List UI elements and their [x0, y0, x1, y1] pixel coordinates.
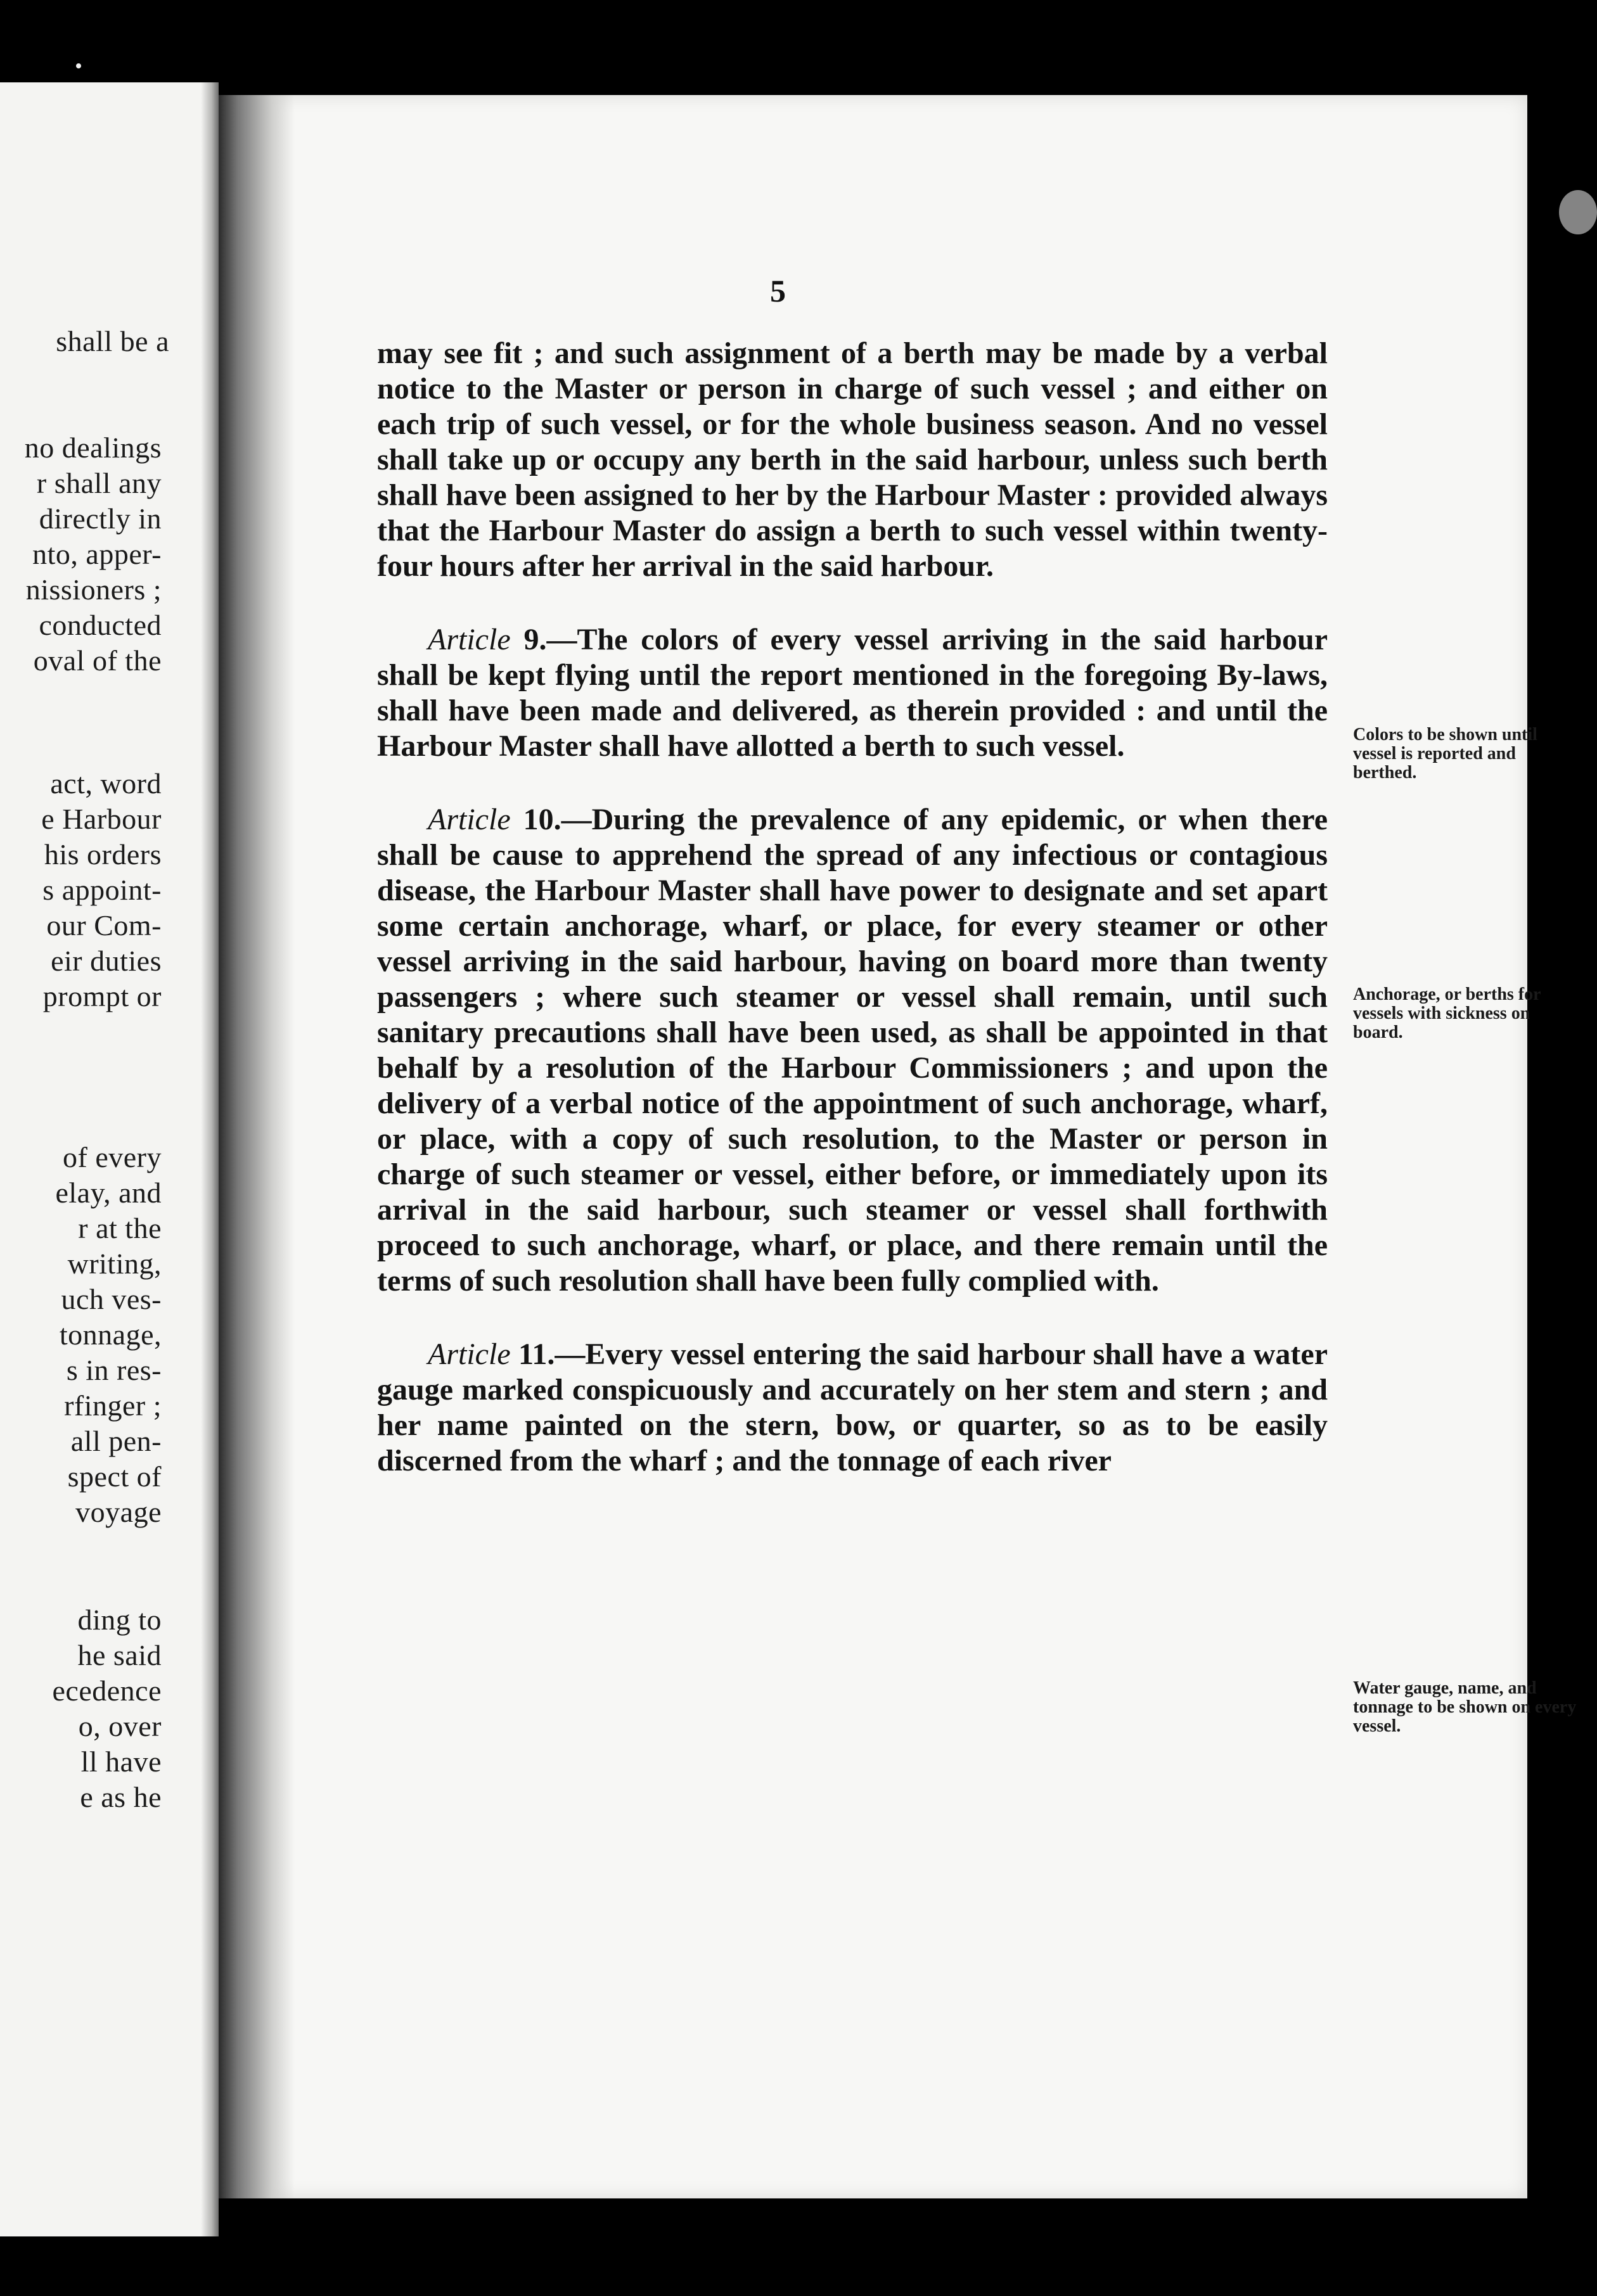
left-line: ecedence: [52, 1674, 162, 1707]
left-line: o, over: [78, 1710, 162, 1742]
left-line: of every: [63, 1141, 162, 1173]
left-line: directly in: [39, 502, 162, 535]
paragraph-text: may see fit ; and such assignment of a berth may be made by a verbal notice to the Master or person in charge of such vessel ; and either on each trip of such vessel, or for the whole business season. And no vessel shall take up or occupy any berth in the said harbour, unless such berth shall have been assigned to her by the Harbour Master : provided always that the Harbour Master do assign a berth to such vessel within twenty-four hours after her arrival in the said harbour.: [377, 336, 1328, 583]
body-text: [377, 336, 1328, 1517]
article-text: 10.—During the prevalence of any epidemic, or when there shall be cause to apprehend the spread of any infectious or contagious disease, the Harbour Master shall have power to designate and set apart some certain anchorage, wharf, or place, for every steamer or other vessel arriving in the said harbour, having on board more than twenty passengers ; where such steamer or vessel shall remain, until such sanitary precautions shall have been used, as shall be appointed in that behalf by a resolution of the Harbour Commissioners ; and upon the delivery of a verbal notice of the appointment of such anchorage, wharf, or place, with a copy of such resolution, to the Master or person in charge of such steamer or vessel, either before, or immediately upon its arrival in the said harbour, such steamer or vessel shall forthwith proceed to such anchorage, wharf, or place, and there remain until the terms of such resolution shall have been fully complied with.: [377, 803, 1328, 1298]
binding-shadow: [219, 95, 295, 2198]
left-line: ding to: [77, 1604, 162, 1636]
left-line: voyage: [75, 1496, 162, 1528]
left-line: our Com-: [46, 909, 162, 941]
left-line: prompt or: [42, 980, 162, 1012]
left-page-fragment: [0, 82, 219, 2236]
left-line: e Harbour: [41, 803, 162, 835]
left-line: shall be a: [56, 325, 169, 357]
left-line: he said: [77, 1639, 162, 1671]
marginal-note-colors: Colors to be shown until vessel is reported and berthed.: [1353, 725, 1537, 782]
left-line: conducted: [39, 609, 162, 641]
paragraph-continuation: [377, 336, 1328, 584]
left-line: tonnage,: [59, 1318, 162, 1351]
left-line: ll have: [80, 1745, 162, 1778]
marginal-note-water-gauge: Water gauge, name, and tonnage to be shown on every vessel.: [1353, 1678, 1577, 1736]
article-10: [377, 802, 1328, 1299]
article-9: [377, 622, 1328, 764]
left-line: act, word: [50, 767, 162, 800]
left-line: oval of the: [33, 644, 162, 677]
left-line: spect of: [67, 1460, 162, 1493]
left-line: eir duties: [51, 945, 162, 977]
left-line: no dealings: [24, 431, 162, 464]
gutter-shadow: [201, 82, 219, 2236]
scan-speck: [1559, 190, 1597, 234]
scan-speck: [76, 63, 81, 68]
left-line: his orders: [44, 838, 162, 871]
left-line: s appoint-: [42, 874, 162, 906]
marginal-note-anchorage: Anchorage, or berths for vessels with sickness on board.: [1353, 985, 1541, 1042]
article-label: Article: [428, 803, 511, 836]
article-label: Article: [428, 623, 511, 656]
left-line: elay, and: [55, 1177, 162, 1209]
article-text: 11.—Every vessel entering the said harbour shall have a water gauge marked conspicuously and accurately on her stem and stern ; and her name painted on the stern, bow, or quarter, so as to be easily discerned from the wharf ; and the tonnage of each river: [377, 1337, 1328, 1477]
left-line: s in res-: [66, 1354, 162, 1386]
left-line: r at the: [78, 1212, 162, 1244]
left-line: nto, apper-: [32, 538, 162, 570]
article-text: 9.—The colors of every vessel arriving in the said harbour shall be kept flying until the report mentioned in the foregoing By-laws, shall have been made and delivered, as therein provided : and until the Harbour Master shall have allotted a berth to such vessel.: [377, 623, 1328, 763]
article-11: [377, 1337, 1328, 1479]
article-label: Article: [428, 1337, 511, 1371]
left-line: rfinger ;: [64, 1389, 162, 1422]
left-line: r shall any: [36, 467, 162, 499]
left-line: writing,: [67, 1247, 162, 1280]
left-line: all pen-: [70, 1425, 162, 1457]
left-line: e as he: [80, 1781, 162, 1813]
left-line: uch ves-: [61, 1283, 162, 1315]
right-page: [219, 95, 1577, 2198]
left-line: nissioners ;: [25, 573, 162, 606]
page-number: 5: [770, 273, 786, 309]
